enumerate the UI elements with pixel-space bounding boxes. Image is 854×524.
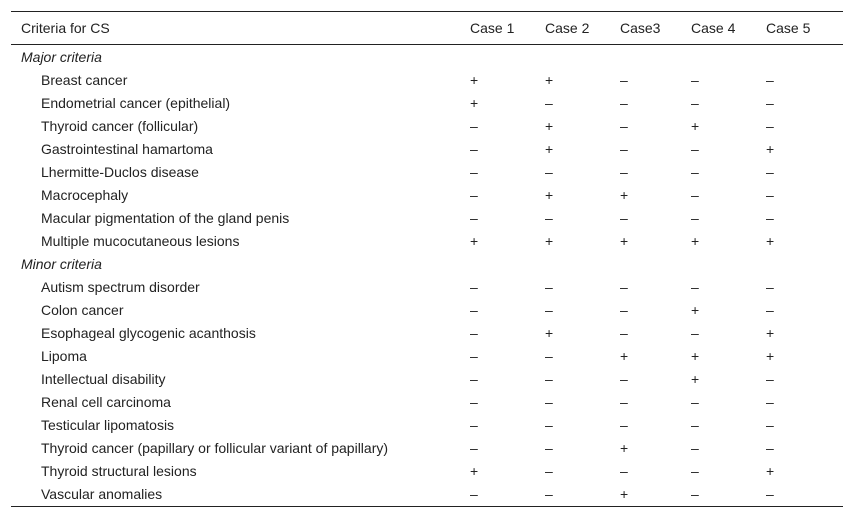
case-3-value: + [620, 186, 629, 203]
case-5-value: – [766, 209, 774, 226]
table-row [11, 298, 843, 321]
case-2-value: + [545, 186, 554, 203]
table-row [11, 413, 843, 436]
section-title: Major criteria [21, 48, 102, 65]
case-4-value: + [691, 301, 700, 318]
case-2-value: – [545, 209, 553, 226]
criterion-label: Macular pigmentation of the gland penis [41, 209, 290, 226]
case-4-value: – [691, 186, 699, 203]
criterion-label: Thyroid cancer (papillary or follicular variant of papillary) [41, 439, 389, 456]
table-row [11, 275, 843, 298]
case-2-value: – [545, 347, 553, 364]
case-2-value: + [545, 324, 554, 341]
case-1-value: + [470, 94, 479, 111]
criterion-label: Multiple mucocutaneous lesions [41, 232, 240, 249]
criterion-label: Esophageal glycogenic acanthosis [41, 324, 256, 341]
case-1-value: + [470, 71, 479, 88]
header-case-3: Case3 [620, 12, 691, 45]
case-5-value: – [766, 117, 774, 134]
table-row [11, 160, 843, 183]
case-4-value: – [691, 71, 699, 88]
table-row [11, 344, 843, 367]
case-4-value: – [691, 482, 766, 507]
header-case-2: Case 2 [545, 12, 620, 45]
case-3-value: – [620, 140, 628, 157]
case-4-value: – [691, 163, 699, 180]
case-3-value: – [620, 370, 628, 387]
case-4-value: – [691, 416, 699, 433]
case-4-value: – [691, 393, 699, 410]
case-5-value: – [766, 71, 774, 88]
case-2-value: – [545, 163, 553, 180]
case-5-value: + [766, 347, 775, 364]
criteria-table-container [11, 11, 843, 507]
case-1-value: – [470, 439, 478, 456]
case-3-value: – [620, 324, 628, 341]
case-4-value: – [691, 278, 699, 295]
case-1-value: – [470, 209, 478, 226]
case-5-value: – [766, 94, 774, 111]
criterion-label: Endometrial cancer (epithelial) [41, 94, 231, 111]
case-5-value: + [766, 462, 775, 479]
case-5-value: – [766, 278, 774, 295]
table-body [11, 45, 843, 507]
header-case-1: Case 1 [470, 12, 545, 45]
case-1-value: – [470, 482, 545, 507]
criterion-label: Testicular lipomatosis [41, 416, 175, 433]
section-row [11, 45, 843, 69]
table-row [11, 459, 843, 482]
case-3-value: + [620, 347, 629, 364]
case-4-value: + [691, 347, 700, 364]
case-3-value: – [620, 209, 628, 226]
criterion-label: Thyroid cancer (follicular) [41, 117, 199, 134]
case-5-value: – [766, 439, 774, 456]
case-2-value: – [545, 370, 553, 387]
case-1-value: – [470, 117, 478, 134]
case-2-value: – [545, 278, 553, 295]
case-1-value: – [470, 370, 478, 387]
case-5-value: – [766, 186, 774, 203]
case-3-value: + [620, 232, 629, 249]
case-2-value: – [545, 462, 553, 479]
case-3-value: – [620, 163, 628, 180]
case-2-value: – [545, 439, 553, 456]
section-row [11, 252, 843, 275]
criterion-label: Lipoma [41, 347, 87, 364]
case-3-value: – [620, 462, 628, 479]
case-4-value: – [691, 439, 699, 456]
case-1-value: + [470, 462, 479, 479]
table-row [11, 206, 843, 229]
criterion-label: Colon cancer [41, 301, 124, 318]
case-2-value: + [545, 232, 554, 249]
case-1-value: – [470, 347, 478, 364]
case-5-value: – [766, 416, 774, 433]
case-4-value: + [691, 117, 700, 134]
case-4-value: – [691, 462, 699, 479]
criterion-label: Vascular anomalies [11, 482, 470, 507]
table-row [11, 137, 843, 160]
table-row [11, 321, 843, 344]
case-1-value: – [470, 186, 478, 203]
criterion-label: Autism spectrum disorder [41, 278, 200, 295]
case-5-value: + [766, 232, 775, 249]
table-row [11, 183, 843, 206]
criterion-label: Intellectual disability [41, 370, 166, 387]
criterion-label: Macrocephaly [41, 186, 129, 203]
case-4-value: – [691, 324, 699, 341]
case-3-value: + [620, 482, 691, 507]
case-1-value: – [470, 301, 478, 318]
case-3-value: – [620, 301, 628, 318]
case-2-value: + [545, 117, 554, 134]
case-5-value: – [766, 301, 774, 318]
table-row [11, 482, 843, 507]
case-3-value: – [620, 117, 628, 134]
case-2-value: + [545, 140, 554, 157]
case-4-value: + [691, 232, 700, 249]
case-2-value: – [545, 482, 620, 507]
criteria-table [11, 11, 843, 507]
table-row [11, 436, 843, 459]
case-3-value: – [620, 393, 628, 410]
criterion-label: Lhermitte-Duclos disease [41, 163, 199, 180]
case-5-value: – [766, 370, 774, 387]
case-3-value: – [620, 71, 628, 88]
case-5-value: + [766, 140, 775, 157]
case-4-value: – [691, 209, 699, 226]
case-3-value: – [620, 416, 628, 433]
table-row [11, 367, 843, 390]
table-row [11, 91, 843, 114]
table-row [11, 390, 843, 413]
case-1-value: – [470, 324, 478, 341]
case-2-value: – [545, 393, 553, 410]
table-row [11, 68, 843, 91]
case-5-value: + [766, 324, 775, 341]
case-2-value: – [545, 301, 553, 318]
case-2-value: – [545, 416, 553, 433]
case-3-value: – [620, 278, 628, 295]
table-row [11, 114, 843, 137]
case-3-value: + [620, 439, 629, 456]
header-case-4: Case 4 [691, 12, 766, 45]
case-5-value: – [766, 163, 774, 180]
case-3-value: – [620, 94, 628, 111]
case-1-value: – [470, 416, 478, 433]
section-title: Minor criteria [21, 255, 102, 272]
case-2-value: + [545, 71, 554, 88]
header-case-5: Case 5 [766, 12, 843, 45]
table-row [11, 229, 843, 252]
criterion-label: Renal cell carcinoma [41, 393, 171, 410]
header-row [11, 12, 843, 45]
case-4-value: – [691, 140, 699, 157]
case-2-value: – [545, 94, 553, 111]
criterion-label: Gastrointestinal hamartoma [41, 140, 213, 157]
criterion-label: Breast cancer [41, 71, 128, 88]
case-1-value: + [470, 232, 479, 249]
case-5-value: – [766, 482, 843, 507]
case-5-value: – [766, 393, 774, 410]
case-1-value: – [470, 393, 478, 410]
case-4-value: + [691, 370, 700, 387]
case-1-value: – [470, 140, 478, 157]
case-1-value: – [470, 163, 478, 180]
case-4-value: – [691, 94, 699, 111]
criterion-label: Thyroid structural lesions [41, 462, 197, 479]
header-criteria: Criteria for CS [11, 12, 470, 45]
case-1-value: – [470, 278, 478, 295]
